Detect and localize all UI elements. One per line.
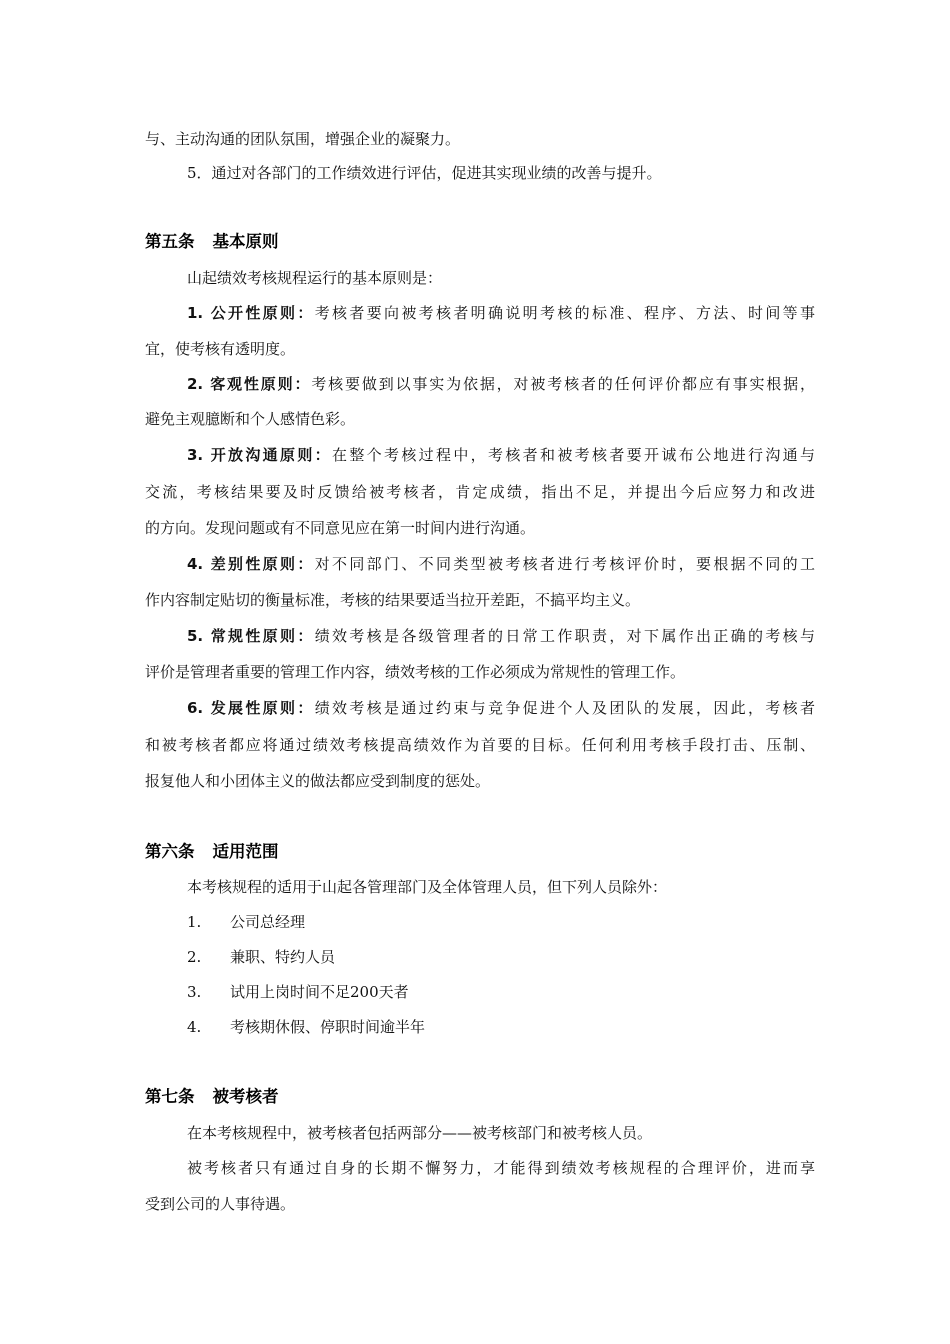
list-item [187, 911, 815, 933]
paragraph-line: 5．通过对各部门的工作绩效进行评估，促进其实现业绩的改善与提升。 [187, 164, 662, 182]
principle-text: 考核要做到以事实为依据，对被考核者的任何评价都应有事实根据， [311, 375, 816, 393]
list-number: 2. [187, 948, 202, 966]
paragraph-line: 被考核者只有通过自身的长期不懈努力，才能得到绩效考核规程的合理评价，进而享 [187, 1159, 815, 1177]
paragraph-line: 避免主观臆断和个人感情色彩。 [145, 410, 356, 428]
paragraph-line: 报复他人和小团体主义的做法都应受到制度的惩处。 [145, 772, 491, 790]
section-number: 第五条 [145, 232, 195, 251]
paragraph-line: 与、主动沟通的团队氛围，增强企业的凝聚力。 [145, 130, 461, 148]
principle-label: 6. 发展性原则： [187, 699, 315, 717]
principle-label: 5. 常规性原则： [187, 627, 315, 645]
section-heading [145, 841, 815, 863]
list-item [187, 1016, 815, 1038]
principle-line [187, 697, 815, 719]
principle-text: 绩效考核是各级管理者的日常工作职责，对下属作出正确的考核与 [314, 627, 815, 645]
paragraph-line: 的方向。发现问题或有不同意见应在第一时间内进行沟通。 [145, 519, 536, 537]
principle-label: 3. 开放沟通原则： [187, 446, 333, 464]
principle-text: 考核者要向被考核者明确说明考核的标准、程序、方法、时间等事 [314, 304, 815, 322]
section-title: 基本原则 [212, 232, 279, 251]
paragraph-line: 评价是管理者重要的管理工作内容，绩效考核的工作必须成为常规性的管理工作。 [145, 663, 686, 681]
paragraph-line: 和被考核者都应将通过绩效考核提高绩效作为首要的目标。任何利用考核手段打击、压制、 [145, 736, 815, 754]
principle-line [187, 444, 815, 466]
principle-text: 绩效考核是通过约束与竞争促进个人及团队的发展，因此，考核者 [314, 699, 815, 717]
paragraph-line: 交流，考核结果要及时反馈给被考核者，肯定成绩，指出不足，并提出今后应努力和改进 [145, 483, 815, 501]
principle-line [187, 625, 815, 647]
principle-text: 对不同部门、不同类型被考核者进行考核评价时，要根据不同的工 [314, 555, 815, 573]
list-text: 兼职、特约人员 [230, 948, 336, 966]
principle-line [187, 553, 815, 575]
principle-label: 2. 客观性原则： [187, 375, 312, 393]
section-number: 第七条 [145, 1087, 195, 1106]
section-intro: 本考核规程的适用于山起各管理部门及全体管理人员，但下列人员除外： [187, 878, 668, 896]
list-text: 公司总经理 [230, 913, 306, 931]
section-heading [145, 231, 815, 253]
principle-text: 在整个考核过程中，考核者和被考核者要开诚布公地进行沟通与 [332, 446, 815, 464]
section-title: 被考核者 [212, 1087, 279, 1106]
section-number: 第六条 [145, 842, 195, 861]
principle-label: 1. 公开性原则： [187, 304, 315, 322]
list-item [187, 946, 815, 968]
principle-line [187, 373, 815, 395]
principle-label: 4. 差别性原则： [187, 555, 315, 573]
section-heading [145, 1086, 815, 1108]
list-text: 试用上岗时间不足200天者 [230, 983, 409, 1001]
paragraph-line: 宜，使考核有透明度。 [145, 340, 296, 358]
list-text: 考核期休假、停职时间逾半年 [230, 1018, 426, 1036]
paragraph-line: 作内容制定贴切的衡量标准，考核的结果要适当拉开差距，不搞平均主义。 [145, 591, 641, 609]
list-item [187, 981, 815, 1003]
list-number: 1. [187, 913, 202, 931]
list-number: 3. [187, 983, 202, 1001]
section-intro: 山起绩效考核规程运行的基本原则是： [187, 269, 443, 287]
paragraph-line: 在本考核规程中，被考核者包括两部分——被考核部门和被考核人员。 [187, 1124, 653, 1142]
section-title: 适用范围 [212, 842, 279, 861]
paragraph-line: 受到公司的人事待遇。 [145, 1195, 296, 1213]
list-number: 4. [187, 1018, 202, 1036]
principle-line [187, 302, 815, 324]
